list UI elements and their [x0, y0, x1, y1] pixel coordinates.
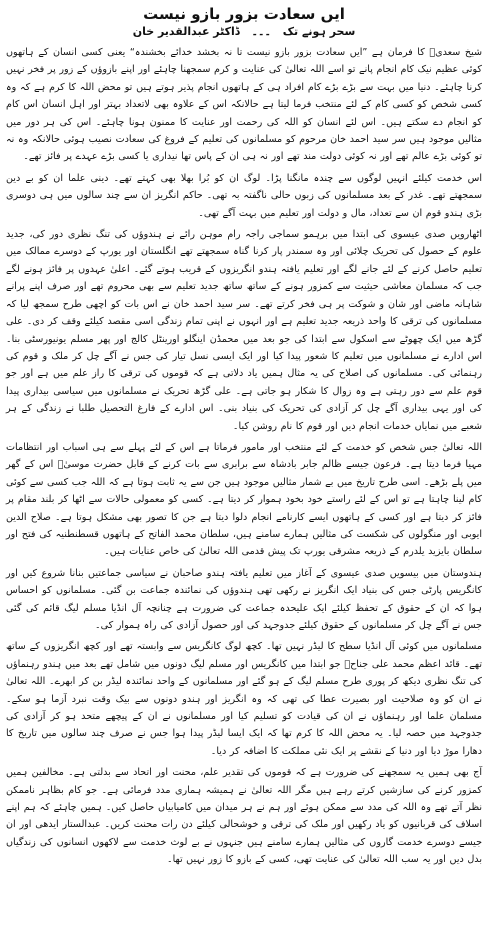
paragraph: شیخ سعدیؒ کا فرمان ہے ”ایں سعادت بزور بازو نیست تا نہ بخشد خدائے بخشندہ“ یعنی کسی انسان کے ہاتھوں کوئی عظیم نیک کام انجام پانے تو اسے اللہ تعالیٰ کی عنایت و کرم سمجھنا چاہئے اور اپنے بازوؤں کے زور پر فخر نہیں کرنا چاہئے۔ دنیا میں بہت سے بڑے بڑے کام افراد ہی کے ہاتھوں انجام پذیر ہوتے ہیں تو محض اللہ کا کرم ہے کہ وہ کسی شخص کو کسی کام کے لئے منتخب فرما لیتا ہے حالانکہ اس کے علاوہ بھی لاتعداد بہتر اور اہل انسان اس کام کو انجام دے سکتے ہیں۔ اس لئے انسان کو اللہ کی رحمت اور عنایت کا ممنون ہونا چاہئے۔ اس کی ہر دور میں مثالیں موجود ہیں سر سید احمد خان مرحوم کو مسلمانوں کی تعلیم کے فروغ کی سعادت نصیب ہوئی حالانکہ وہ نہ تو کوئی بڑے عالم تھے اور نہ کوئی دولت مند تھے اور نہ ہی ان کے پاس تھا نیداری یا کسی بڑے عہدے پر فائز تھے۔ — [6, 47, 482, 163]
article-body — [6, 44, 482, 869]
author-name: ڈاکٹر عبدالقدیر خان — [132, 25, 240, 38]
article-title: ایں سعادت بزور بازو نیست — [143, 5, 345, 23]
paragraph: اس خدمت کیلئے انہیں لوگوں سے چندہ مانگنا پڑا۔ لوگ ان کو بُرا بھلا بھی کہتے تھے۔ دینی علما ان کو بے دین سمجھتے تھے۔ غدر کے بعد مسلمانوں کی زبوں حالی ناگفتہ بہ تھی۔ حاکم انگریز ان سے چند سالوں میں ہی دوسری بڑی ہندو قوم ان سے تعداد، مال و دولت اور تعلیم میں بہت آگے تھی۔ — [6, 172, 482, 219]
paragraph: اٹھارویں صدی عیسوی کی ابتدا میں برہمو سماجی راجہ رام موہن رائے نے ہندوؤں کی تنگ نظری دور کی، جدید علوم کے حصول کی تحریک چلائی اور وہ سمندر پار کرنا گناہ سمجھتے تھے انگلستان اور یورپ کے دوسرے ممالک میں تعلیم حاصل کرنے کے لئے جانے لگے اور تعلیم یافتہ ہندو انگریزوں کے قریب ہوتے گئے۔ اعلیٰ عہدوں پر فائز ہونے لگے جب کہ مسلمان معاشی حیثیت سے کمزور ہونے کے ساتھ ساتھ جدید تعلیم سے بھی محروم تھے اور صرف اپنے پرانے شاہانہ ماضی اور شان و شوکت پر ہی فخر کرتے تھے۔ سر سید احمد خان نے اس بات کو اچھی طرح سمجھ لیا کہ مسلمانوں کی ترقی کا واحد ذریعہ جدید تعلیم ہے اور انہوں نے اپنی تمام زندگی اسی مقصد کیلئے وقف کر دی۔ علی گڑھ میں ایک چھوٹے سے اسکول سے ابتدا کی جو بعد میں محمڈن اینگلو اورینٹل کالج اور پھر مسلم یونیورسٹی بنا۔ اس ادارے نے مسلمانوں میں تعلیم کا شعور پیدا کیا اور ایک ایسی نسل تیار کی جس نے آگے چل کر ملک و قوم کی رہنمائی کی۔ مسلمانوں کی اصلاح کی یہ مثال ہمیں یاد دلاتی ہے کہ قوموں کی ترقی کا راز علم میں ہے اور جو قوم علم سے دور رہتی ہے وہ زوال کا شکار ہو جاتی ہے۔ علی گڑھ تحریک نے مسلمانوں میں سیاسی بیداری پیدا کی اور یہی بیداری آگے چل کر آزادی کی تحریک کی بنیاد بنی۔ اس ادارے کے فارغ التحصیل طلبا نے زندگی کے ہر شعبے میں نمایاں خدمات انجام دیں اور قوم کا نام روشن کیا۔ — [6, 229, 482, 432]
paragraph: ہندوستان میں بیسویں صدی عیسوی کے آغاز میں تعلیم یافتہ ہندو صاحبان نے سیاسی جماعتیں بنانا شروع کیں اور کانگریس پارٹی جس کی بنیاد ایک انگریز نے رکھی تھی ہندوؤں کی نمائندہ جماعت بن گئی۔ مسلمانوں کو احساس ہوا کہ ان کے حقوق کے تحفظ کیلئے ایک علیحدہ جماعت کی ضرورت ہے چنانچہ آل انڈیا مسلم لیگ قائم کی گئی جس نے آگے چل کر مسلمانوں کے حقوق کیلئے جدوجہد کی اور حصول آزادی کی راہ ہموار کی۔ — [6, 567, 482, 631]
paragraph: مسلمانوں میں کوئی آل انڈیا سطح کا لیڈر نہیں تھا۔ کچھ لوگ کانگریس سے وابستہ تھے اور کچھ انگریزوں کے ساتھ تھے۔ قائد اعظم محمد علی جناحؒ جو ابتدا میں کانگریس اور مسلم لیگ دونوں میں شامل تھے بعد میں ہندو رہنماؤں کی تنگ نظری دیکھ کر پوری طرح مسلم لیگ کے ہو گئے اور مسلمانوں کے واحد نمائندہ لیڈر بن کر ابھرے۔ اللہ تعالیٰ نے ان کو وہ صلاحیت اور بصیرت عطا کی تھی کہ وہ انگریز اور ہندو دونوں سے بیک وقت نبرد آزما ہو سکے۔ مسلمان علما اور رہنماؤں نے ان کی قیادت کو تسلیم کیا اور مسلمانوں نے ان کے پیچھے متحد ہو کر آزادی کی جدوجہد میں حصہ لیا۔ یہ محض اللہ کا کرم تھا کہ ایک ایسا لیڈر پیدا ہوا جس نے صرف چند سالوں میں تاریخ کا دھارا موڑ دیا اور دنیا کے نقشے پر ایک نئی مملکت کا اضافہ کر دیا۔ — [6, 641, 482, 757]
article-byline — [6, 24, 482, 40]
paragraph: آج بھی ہمیں یہ سمجھنے کی ضرورت ہے کہ قوموں کی تقدیر علم، محنت اور اتحاد سے بدلتی ہے۔ مخالفین ہمیں کمزور کرنے کی سازشیں کرتے رہے ہیں مگر اللہ تعالیٰ نے ہمیشہ ہماری مدد فرمائی ہے۔ جو کام بظاہر ناممکن نظر آتے تھے وہ اللہ کی مدد سے ممکن ہوئے اور ہم نے ہر میدان میں کامیابیاں حاصل کیں۔ ہمیں چاہئے کہ ہم اپنے اسلاف کی قربانیوں کو یاد رکھیں اور ملک کی ترقی و خوشحالی کیلئے دن رات محنت کریں۔ عبدالستار ایدھی اور ان جیسے دوسرے خدمت گاروں کی مثالیں ہمارے سامنے ہیں جنہوں نے بے لوث خدمت سے لاکھوں انسانوں کی زندگیاں بدل دیں اور یہ سب اللہ تعالیٰ کی عنایت تھی، کسی کے بازو کا زور نہیں تھا۔ — [6, 767, 482, 866]
column-name: سحر ہونے تک — [282, 25, 356, 38]
paragraph: اللہ تعالیٰ جس شخص کو خدمت کے لئے منتخب اور مامور فرماتا ہے اس کے لئے پہلے سے ہی اسباب اور انتظامات مہیا فرما دیتا ہے۔ فرعون جیسے ظالم جابر بادشاہ سے برابری سے بات کرنے کے قابل حضرت موسیٰؑ اس کے گھر میں پلے بڑھے۔ اسی طرح تاریخ میں بے شمار مثالیں موجود ہیں جن سے یہ ثابت ہوتا ہے کہ اللہ جب کسی سے کوئی کام لینا چاہتا ہے تو اس کے لئے راستے خود بخود ہموار کر دیتا ہے۔ کسی کو معمولی حالات سے اٹھا کر بلند مقام پر فائز کر دیتا ہے اور کسی کے ہاتھوں ایسے کارنامے انجام دلوا دیتا ہے جن کا تصور بھی مشکل ہوتا ہے۔ صلاح الدین ایوبی اور منگولوں کی شکست کی مثالیں ہمارے سامنے ہیں، سلطان محمد الفاتح کے ہاتھوں قسطنطنیہ کی فتح اور سلطان بایزید یلدرم کے ذریعہ مشرقی یورپ تک پیش قدمی اللہ تعالیٰ کی خاص عنایات ہیں۔ — [6, 441, 483, 558]
byline-separator: ۔۔۔ — [251, 25, 271, 38]
